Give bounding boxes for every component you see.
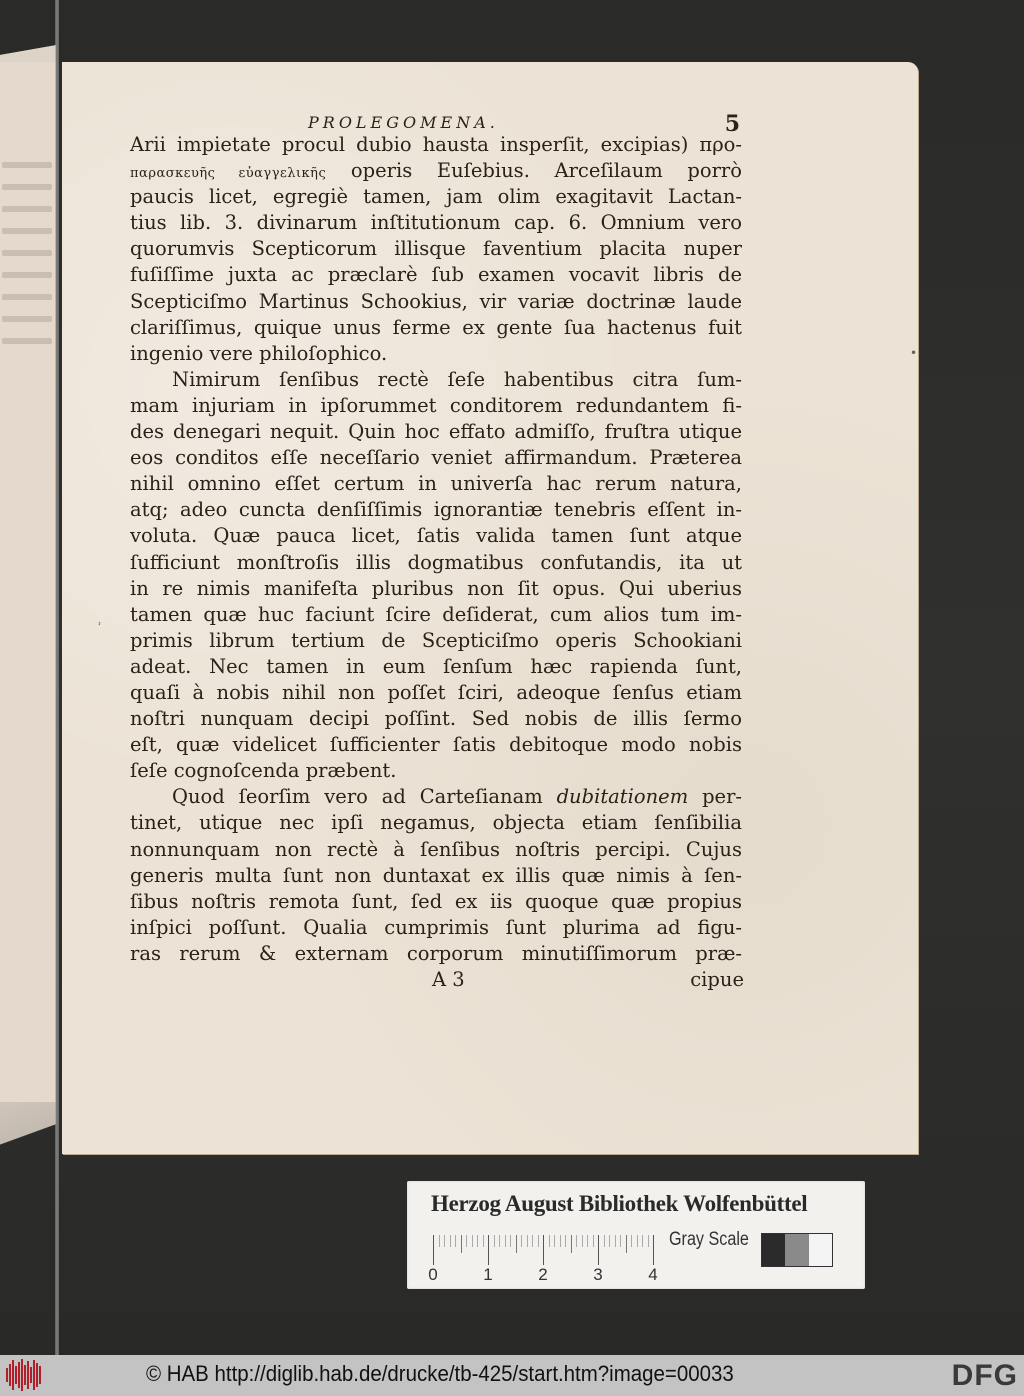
text-line: eſt, quæ videlicet ſufficienter ſatis debitoque modo nobis <box>130 733 742 757</box>
page-footer-line <box>432 968 744 994</box>
greek-phrase: παρασκευῆς εὐαγγελικῆς <box>130 166 327 182</box>
italic-term: dubitationem <box>556 785 689 809</box>
signature-mark: A 3 <box>432 968 465 991</box>
ruler-tick <box>483 1235 484 1247</box>
ruler-label: 4 <box>648 1265 658 1284</box>
ruler-label: 1 <box>483 1265 493 1284</box>
ruler-tick <box>587 1235 588 1247</box>
ruler-tick <box>571 1235 572 1253</box>
text-line: paucis licet, egregiè tamen, jam olim exagitavit Lactan- <box>130 185 742 209</box>
ruler-tick <box>637 1235 638 1247</box>
ruler-tick <box>598 1235 599 1265</box>
text-line: ſufficiunt monſtroſis illis dogmatibus confutandis, ita ut <box>130 550 742 574</box>
ruler-labels <box>427 1265 667 1285</box>
text-line: Arii impietate procul dubio hausta insperſit, excipias) προ- <box>130 133 742 156</box>
ruler-tick <box>444 1235 445 1247</box>
text-line: voluta. Quæ pauca licet, ſatis valida tamen ſunt atque <box>130 524 742 548</box>
text-line: παρασκευῆς εὐαγγελικῆς operis Euſebius. Arceſilaum porrò <box>130 159 742 183</box>
text-line: atq; adeo cuncta denſiſſimis ignorantiæ tenebris eſſent in- <box>130 498 742 522</box>
gray-scale-swatches <box>761 1233 833 1267</box>
ruler-tick <box>472 1235 473 1247</box>
ruler-tick <box>615 1235 616 1247</box>
ruler-tick <box>554 1235 555 1247</box>
glass-plate-edge <box>55 0 59 1355</box>
ruler-tick <box>433 1235 434 1265</box>
copyright-link[interactable]: © HAB http://diglib.hab.de/drucke/tb-425/start.htm?image=00033 <box>146 1361 734 1386</box>
text-line: fuſiſſime juxta ac præclarè ſub examen vocavit libris de <box>130 263 742 287</box>
ruler-tick <box>521 1235 522 1247</box>
text-line: nonnunquam non rectè à ſenſibus noſtris percipi. Cujus <box>130 837 742 861</box>
ruler-tick <box>642 1235 643 1247</box>
ruler-tick <box>466 1235 467 1247</box>
gray-scale-label: Gray Scale <box>669 1229 749 1250</box>
ruler-tick <box>576 1235 577 1247</box>
previous-page-fold <box>0 1102 56 1152</box>
ruler-tick <box>560 1235 561 1247</box>
text-line: ingenio vere philoſophico. <box>130 341 388 365</box>
margin-mark: ʾ <box>98 620 102 634</box>
ruler-tick <box>439 1235 440 1247</box>
ruler-tick <box>527 1235 528 1247</box>
text-line: Scepticiſmo Martinus Schookius, vir variæ doctrinæ laude <box>130 289 742 313</box>
ruler-tick <box>609 1235 610 1247</box>
catchword: cipue <box>690 968 744 991</box>
dfg-logo: DFG <box>951 1359 1018 1392</box>
ruler-tick <box>620 1235 621 1247</box>
text-line: adeat. Nec tamen in eum ſenſum hæc rapienda ſunt, <box>130 654 742 678</box>
text-line: des denegari nequit. Quin hoc effato admiſſo, fruſtra utique <box>130 420 742 444</box>
body-text <box>130 132 742 967</box>
text-line: quorumvis Scepticorum illisque faventium placita nuper <box>130 237 742 261</box>
text-line: tinet, utique nec ipſi negamus, objecta etiam ſenſibilia <box>130 811 742 835</box>
ruler-label: 0 <box>428 1265 438 1284</box>
text-line: ſeſe cognoſcenda præbent. <box>130 759 397 783</box>
ruler-tick <box>543 1235 544 1265</box>
gray-swatch <box>809 1234 832 1266</box>
text-line: eos conditos eſſe neceſſario veniet affirmandum. Præterea <box>130 446 742 470</box>
ruler-tick <box>626 1235 627 1253</box>
page-number: 5 <box>724 111 740 137</box>
ruler-label: 3 <box>593 1265 603 1284</box>
centimeter-ruler <box>433 1235 655 1267</box>
ruler-tick <box>494 1235 495 1247</box>
ruler-tick <box>499 1235 500 1247</box>
text-line: quaſi à nobis nihil non poſſet ſciri, adeoque ſenſus etiam <box>130 680 742 704</box>
ruler-tick <box>538 1235 539 1247</box>
text-line: in re nimis manifeſta pluribus non ſit opus. Qui uberius <box>130 576 742 600</box>
ruler-tick <box>455 1235 456 1247</box>
ruler-tick <box>477 1235 478 1247</box>
previous-page-bleed-text <box>2 162 52 360</box>
ruler-tick <box>461 1235 462 1253</box>
running-title: PROLEGOMENA. <box>308 113 499 132</box>
previous-page-edge <box>0 62 56 1102</box>
gray-swatch <box>762 1234 785 1266</box>
ruler-tick <box>549 1235 550 1247</box>
text-line: nihil omnino eſſet certum in univerſa hac rerum natura, <box>130 472 742 496</box>
text-line: primis librum tertium de Scepticiſmo operis Schookiani <box>130 628 742 652</box>
ruler-tick <box>510 1235 511 1247</box>
text-line: ſibus noſtris remota ſunt, ſed ex iis quoque quæ propius <box>130 889 742 913</box>
text-line: mam injuriam in ipſorummet conditorem redundantem fi- <box>130 393 742 417</box>
ruler-label: 2 <box>538 1265 548 1284</box>
ruler-tick <box>582 1235 583 1247</box>
margin-dot: • <box>910 346 918 360</box>
institution-name: Herzog August Bibliothek Wolfenbüttel <box>431 1191 808 1216</box>
text-line: ras rerum & externam corporum minutiſſimorum præ- <box>130 941 742 965</box>
text-line: Quod ſeorſim vero ad Carteſianam dubitationem per- <box>172 785 742 809</box>
text-line: noſtri nunquam decipi poſſint. Sed nobis de illis ſermo <box>130 707 742 731</box>
ruler-tick <box>450 1235 451 1247</box>
text-line: Nimirum ſenſibus rectè ſeſe habentibus citra ſum- <box>172 367 742 391</box>
ruler-tick <box>593 1235 594 1247</box>
scale-card <box>407 1181 865 1289</box>
ruler-tick <box>505 1235 506 1247</box>
footer-bar <box>0 1355 1024 1396</box>
hab-logo-icon <box>6 1359 48 1391</box>
gray-swatch <box>785 1234 808 1266</box>
ruler-tick <box>653 1235 654 1265</box>
text-line: generis multa ſunt non duntaxat ex illis quæ nimis à ſen- <box>130 863 742 887</box>
ruler-tick <box>488 1235 489 1265</box>
ruler-tick <box>604 1235 605 1247</box>
ruler-tick <box>631 1235 632 1247</box>
text-line: tius lib. 3. divinarum inſtitutionum cap. 6. Omnium vero <box>130 211 742 235</box>
text-line: tamen quæ huc faciunt ſcire deſiderat, cum alios tum im- <box>130 602 742 626</box>
text-line: inſpici poſſunt. Qualia cumprimis ſunt plurima ad figu- <box>130 915 742 939</box>
previous-page-corner <box>0 42 56 64</box>
ruler-tick <box>565 1235 566 1247</box>
ruler-tick <box>516 1235 517 1253</box>
text-line: clariſſimus, quique unus ferme ex gente ſua hactenus fuit <box>130 315 742 339</box>
ruler-tick <box>648 1235 649 1247</box>
ruler-tick <box>532 1235 533 1247</box>
